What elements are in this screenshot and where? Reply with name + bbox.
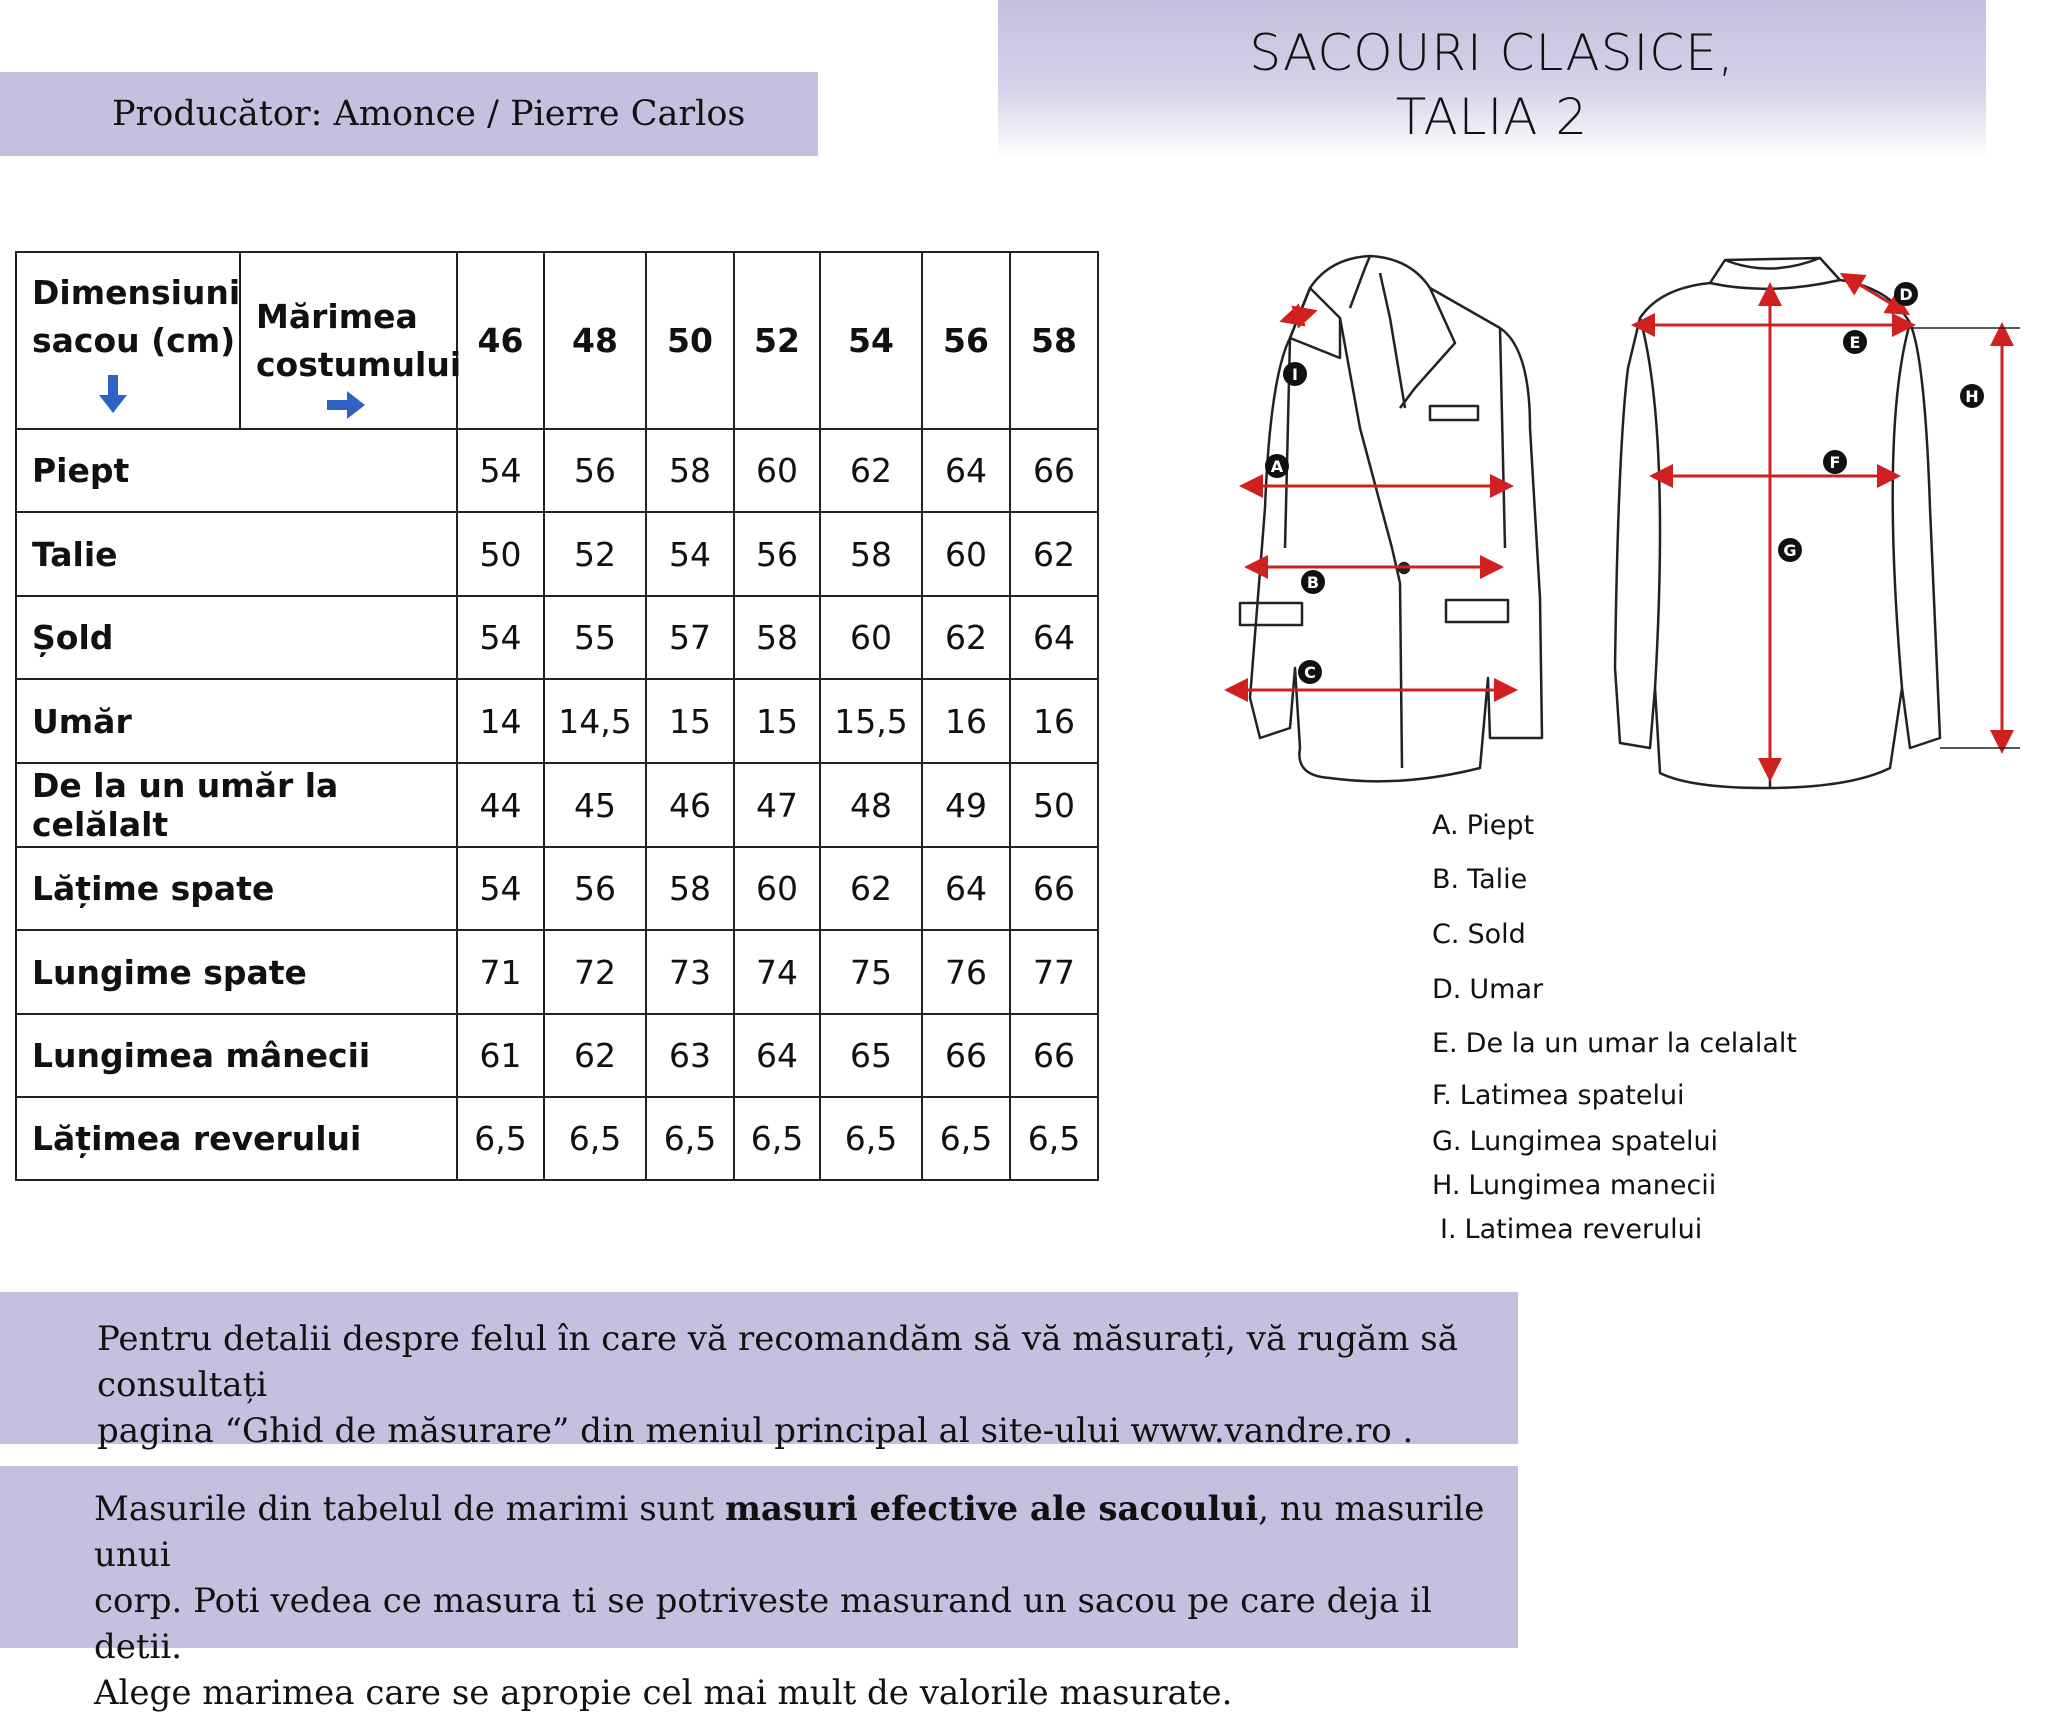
table-row (16, 763, 1098, 847)
corner-label-dimensions-1: Dimensiuni (32, 273, 241, 312)
table-cell: 56 (734, 512, 820, 596)
marker-badge-label: G (1783, 541, 1797, 560)
arrow-down-icon (97, 375, 129, 415)
size-header: 48 (544, 252, 646, 429)
table-cell: 55 (544, 596, 646, 679)
table-row (16, 679, 1098, 763)
table-cell: 50 (1010, 763, 1098, 847)
table-cell: 62 (820, 847, 922, 930)
table-cell: 6,5 (457, 1097, 544, 1180)
legend-text: Latimea spatelui (1459, 1080, 1685, 1111)
page-title-line-1: SACOURI CLASICE, (1249, 24, 1735, 82)
title-banner (998, 0, 1986, 158)
table-row (16, 930, 1098, 1014)
legend-text: De la un umar la celalalt (1465, 1028, 1797, 1059)
legend-item (1432, 1080, 1685, 1111)
table-row (16, 429, 1098, 512)
marker-badge-label: D (1899, 285, 1913, 304)
legend-letter: A. (1432, 810, 1459, 841)
legend-letter: D. (1432, 974, 1462, 1005)
legend-item (1432, 1170, 1716, 1201)
corner-cell-dimensions (16, 252, 240, 429)
table-cell: 50 (457, 512, 544, 596)
legend-item (1432, 864, 1527, 895)
note2-line-2: corp. Poti vedea ce masura ti se potriveste masurand un sacou pe care deja il detii. (94, 1581, 1432, 1667)
table-cell: 46 (646, 763, 734, 847)
table-cell: 14 (457, 679, 544, 763)
table-cell: 52 (544, 512, 646, 596)
legend-text: Piept (1466, 810, 1535, 841)
table-cell: 66 (922, 1014, 1010, 1097)
table-cell: 54 (457, 847, 544, 930)
size-header: 56 (922, 252, 1010, 429)
table-cell: 73 (646, 930, 734, 1014)
table-cell: 61 (457, 1014, 544, 1097)
table-cell: 74 (734, 930, 820, 1014)
size-header: 54 (820, 252, 922, 429)
table-cell: 6,5 (922, 1097, 1010, 1180)
marker-badge-b (1301, 570, 1325, 594)
measurement-guide-note (0, 1292, 1518, 1451)
row-label: Talie (16, 512, 457, 596)
table-cell: 58 (734, 596, 820, 679)
table-cell: 64 (1010, 596, 1098, 679)
actual-measurements-note (0, 1466, 1518, 1713)
size-header: 52 (734, 252, 820, 429)
marker-badge-label: B (1306, 573, 1320, 592)
table-cell: 49 (922, 763, 1010, 847)
marker-badge-e (1843, 330, 1867, 354)
table-row (16, 847, 1098, 930)
legend-item (1432, 919, 1526, 950)
table-cell: 58 (820, 512, 922, 596)
table-cell: 66 (1010, 1014, 1098, 1097)
table-cell: 45 (544, 763, 646, 847)
table-cell: 6,5 (734, 1097, 820, 1180)
table-cell: 66 (1010, 847, 1098, 930)
table-cell: 72 (544, 930, 646, 1014)
table-cell: 62 (544, 1014, 646, 1097)
marker-badge-g (1778, 538, 1802, 562)
table-cell: 60 (820, 596, 922, 679)
row-label: Piept (16, 429, 457, 512)
table-row (16, 1014, 1098, 1097)
size-header: 50 (646, 252, 734, 429)
legend-letter: E. (1432, 1028, 1458, 1059)
legend-text: Latimea reverului (1464, 1214, 1703, 1245)
table-cell: 14,5 (544, 679, 646, 763)
table-cell: 60 (734, 429, 820, 512)
note2-text (94, 1486, 1494, 1716)
size-header: 58 (1010, 252, 1098, 429)
legend-text: Umar (1469, 974, 1544, 1005)
page-title-line-2: TALIA 2 (1395, 88, 1589, 146)
size-table (15, 251, 1099, 1181)
legend-letter: I. (1440, 1214, 1457, 1245)
marker-badge-f (1823, 450, 1847, 474)
table-cell: 48 (820, 763, 922, 847)
row-label: De la un umăr la celălalt (16, 763, 457, 847)
table-cell: 76 (922, 930, 1010, 1014)
table-cell: 62 (922, 596, 1010, 679)
table-cell: 44 (457, 763, 544, 847)
jacket-front-outline (1240, 256, 1542, 781)
table-cell: 58 (646, 429, 734, 512)
table-cell: 63 (646, 1014, 734, 1097)
producer-text: Producător: Amonce / Pierre Carlos (112, 94, 746, 134)
marker-badge-a (1265, 454, 1289, 478)
table-cell: 57 (646, 596, 734, 679)
legend-letter: H. (1432, 1170, 1461, 1201)
jacket-back-outline (1615, 258, 1940, 788)
marker-badge-i (1283, 362, 1307, 386)
table-cell: 54 (646, 512, 734, 596)
note2-bold: masuri efective ale sacoului (724, 1489, 1259, 1529)
legend-item (1432, 810, 1534, 841)
legend-item (1432, 974, 1543, 1005)
table-cell: 71 (457, 930, 544, 1014)
table-cell: 47 (734, 763, 820, 847)
table-cell: 16 (922, 679, 1010, 763)
table-cell: 64 (734, 1014, 820, 1097)
legend-letter: C. (1432, 919, 1460, 950)
size-header: 46 (457, 252, 544, 429)
legend-item (1432, 1126, 1718, 1157)
table-cell: 15 (646, 679, 734, 763)
legend-letter: G. (1432, 1126, 1462, 1157)
row-label: Umăr (16, 679, 457, 763)
table-cell: 77 (1010, 930, 1098, 1014)
table-row (16, 1097, 1098, 1180)
marker-badge-h (1960, 384, 1984, 408)
row-label: Lățime spate (16, 847, 457, 930)
table-cell: 6,5 (544, 1097, 646, 1180)
marker-badge-c (1298, 660, 1322, 684)
table-row (16, 596, 1098, 679)
table-cell: 16 (1010, 679, 1098, 763)
note2-line-3: Alege marimea care se apropie cel mai mult de valorile masurate. (94, 1673, 1233, 1713)
arrow-right-icon (327, 389, 367, 421)
table-cell: 58 (646, 847, 734, 930)
note2-pre: Masurile din tabelul de marimi sunt (94, 1489, 725, 1529)
table-cell: 62 (1010, 512, 1098, 596)
table-cell: 54 (457, 429, 544, 512)
table-header-row (16, 252, 1098, 429)
note1-line-1: Pentru detalii despre felul în care vă recomandăm să vă măsurați, vă rugăm să consultați (97, 1319, 1458, 1405)
legend-item (1440, 1214, 1702, 1245)
table-cell: 56 (544, 429, 646, 512)
marker-badge-label: A (1270, 457, 1284, 476)
row-label: Lungime spate (16, 930, 457, 1014)
corner-label-size-1: Mărimea (256, 297, 418, 336)
note2-post: , nu masurile unui (94, 1489, 1485, 1575)
table-cell: 15 (734, 679, 820, 763)
table-cell: 65 (820, 1014, 922, 1097)
corner-label-size-2: costumului (256, 345, 462, 384)
marker-badge-label: I (1292, 365, 1298, 384)
legend-text: Lungimea manecii (1468, 1170, 1717, 1201)
marker-badge-d (1894, 282, 1918, 306)
table-row (16, 512, 1098, 596)
table-cell: 64 (922, 429, 1010, 512)
marker-badge-label: H (1965, 387, 1979, 406)
legend-item (1432, 1028, 1797, 1059)
legend-text: Sold (1467, 919, 1526, 950)
row-label: Lățimea reverului (16, 1097, 457, 1180)
table-cell: 15,5 (820, 679, 922, 763)
legend-letter: B. (1432, 864, 1460, 895)
marker-badges (1265, 282, 1984, 684)
row-label: Lungimea mânecii (16, 1014, 457, 1097)
corner-cell-size (240, 252, 462, 429)
table-cell: 62 (820, 429, 922, 512)
marker-badge-label: C (1304, 663, 1316, 682)
table-cell: 60 (734, 847, 820, 930)
producer-banner (0, 72, 818, 156)
jacket-measurement-diagram (1150, 248, 2020, 798)
legend-letter: F. (1432, 1080, 1452, 1111)
note1-text (97, 1316, 1497, 1454)
corner-label-dimensions-2: sacou (cm) (32, 321, 236, 360)
table-cell: 54 (457, 596, 544, 679)
legend-text: Talie (1467, 864, 1528, 895)
note1-line-2: pagina “Ghid de măsurare” din meniul principal al site-ului www.vandre.ro . (97, 1411, 1414, 1451)
note2-line-1 (94, 1486, 1494, 1578)
table-cell: 75 (820, 930, 922, 1014)
table-cell: 56 (544, 847, 646, 930)
table-cell: 64 (922, 847, 1010, 930)
table-cell: 6,5 (646, 1097, 734, 1180)
row-label: Șold (16, 596, 457, 679)
legend-text: Lungimea spatelui (1469, 1126, 1719, 1157)
table-cell: 6,5 (820, 1097, 922, 1180)
table-cell: 6,5 (1010, 1097, 1098, 1180)
marker-badge-label: F (1829, 453, 1841, 472)
table-cell: 60 (922, 512, 1010, 596)
table-cell: 66 (1010, 429, 1098, 512)
marker-badge-label: E (1849, 333, 1861, 352)
